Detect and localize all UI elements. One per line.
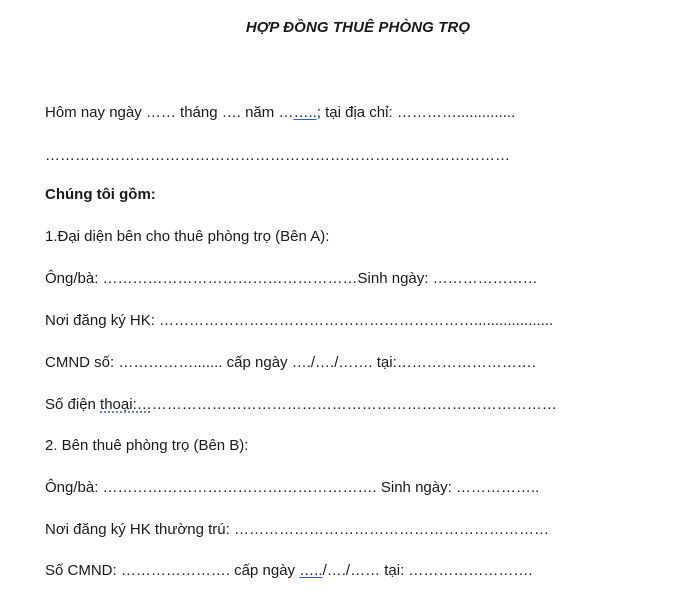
party-b-id-text-1: Số CMND: …………………. cấp ngày: [45, 562, 300, 579]
party-b-id-text-2: /…./…… tại: …………………….: [322, 562, 533, 579]
issue-day-underlined: …..: [299, 562, 323, 579]
phone-dots: ………………………………………………………………………: [151, 396, 557, 413]
party-b-heading: 2. Bên thuê phòng trọ (Bên B):: [45, 437, 249, 454]
party-b-id-line: [45, 562, 533, 580]
party-a-id-line: CMND số: ……………....... cấp ngày …./…./……. tại:……………………….: [45, 354, 536, 371]
year-underlined: …..: [293, 104, 317, 121]
date-address-line: [45, 104, 515, 122]
address-continuation-line: …………………………………………………………………………………: [45, 147, 510, 164]
party-b-registration-line: Nơi đăng ký HK thường trú: ………………………………………………………: [45, 521, 549, 538]
party-a-phone-line: [45, 396, 557, 414]
party-a-name-birth-line: Ông/bà: ……………………………………………Sinh ngày: …………………: [45, 270, 538, 287]
parties-heading: Chúng tôi gồm:: [45, 186, 156, 203]
date-address-text-2: ; tại địa chỉ: …………..............: [316, 104, 516, 121]
phone-label-underlined: thoại:…: [100, 396, 152, 413]
phone-label-text: Số điện: [45, 396, 101, 413]
date-address-text-1: Hôm nay ngày …… tháng …. năm …: [45, 104, 294, 121]
party-a-registration-line: Nơi đăng ký HK: ………………………………………………………...................: [45, 312, 554, 329]
party-a-heading: 1.Đại diện bên cho thuê phòng trọ (Bên A):: [45, 228, 330, 245]
party-b-name-birth-line: Ông/bà: ………………………………………………. Sinh ngày: ……………..: [45, 479, 540, 496]
document-title: HỢP ĐỒNG THUÊ PHÒNG TRỌ: [245, 19, 471, 36]
